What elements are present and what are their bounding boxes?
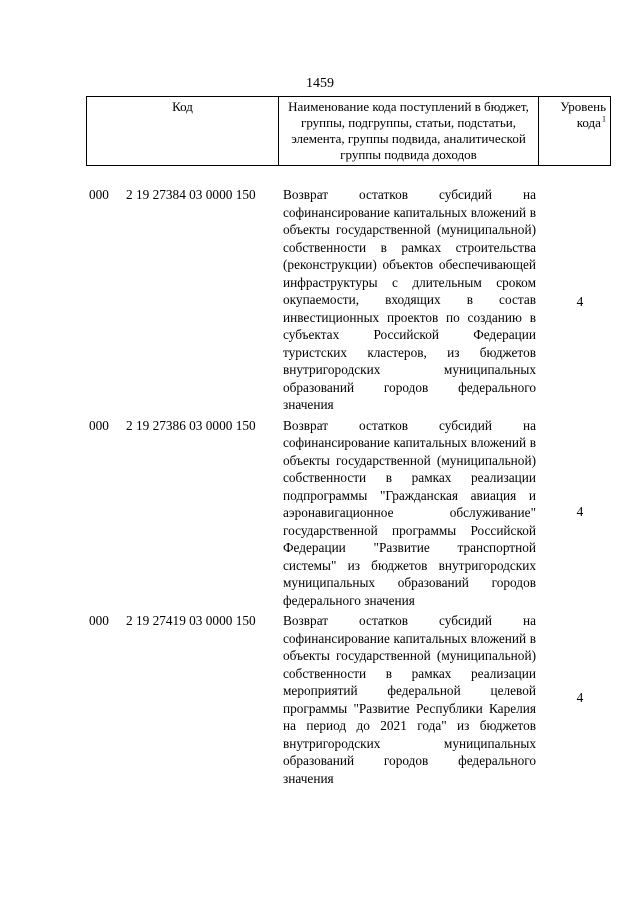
row-name: Возврат остатков субсидий на софинансирование капитальных вложений в объекты государственной (муниципальной) собственности в рамках строительства (реконструкции) объектов обеспечивающей инфраструктуры с длительным сроком окупаемости, входящих в состав инвестиционных проектов по созданию в субъектах Российской Федерации туристских кластеров, из бюджетов внутригородских муниципальных образований городов федерального значения <box>283 187 536 412</box>
row-code: 2 19 27384 03 0000 150 <box>126 187 256 202</box>
row-prefix: 000 <box>89 417 109 433</box>
table-row <box>86 612 584 787</box>
table-row <box>86 186 584 414</box>
table-body <box>86 186 584 790</box>
row-name: Возврат остатков субсидий на софинансирование капитальных вложений в объекты государственной (муниципальной) собственности в рамках реализации мероприятий федеральной целевой программы "Развитие Республики Карелия на период до 2021 года" из бюджетов внутригородских муниципальных образований городов федерального значения <box>283 613 536 786</box>
header-code: Код <box>87 97 279 166</box>
row-prefix: 000 <box>89 613 109 628</box>
row-level: 4 <box>576 690 584 705</box>
row-level: 4 <box>576 294 584 309</box>
header-level <box>539 97 611 166</box>
header-level-footnote: 1 <box>602 114 606 124</box>
table-row <box>86 417 584 610</box>
header-level-last: а <box>595 115 601 130</box>
header-level-text: Уровень код <box>560 99 606 130</box>
row-code: 2 19 27419 03 0000 150 <box>126 613 256 628</box>
row-name: Возврат остатков субсидий на софинансирование капитальных вложений в объекты государственной (муниципальной) собственности в рамках реализации подпрограммы "Гражданская авиация и аэронавигационное обслуживание" государственной программы Российской Федерации "Развитие транспортной системы" из бюджетов внутригородских муниципальных образований городов федерального значения <box>283 417 536 608</box>
page-number: 1459 <box>306 76 334 91</box>
row-prefix: 000 <box>89 187 109 202</box>
row-code: 2 19 27386 03 0000 150 <box>126 417 256 433</box>
header-name: Наименование кода поступлений в бюджет, группы, подгруппы, статьи, подстатьи, элемента, группы подвида, аналитической группы подвида доходов <box>279 97 539 166</box>
table-header <box>86 96 611 166</box>
row-level: 4 <box>576 503 584 519</box>
